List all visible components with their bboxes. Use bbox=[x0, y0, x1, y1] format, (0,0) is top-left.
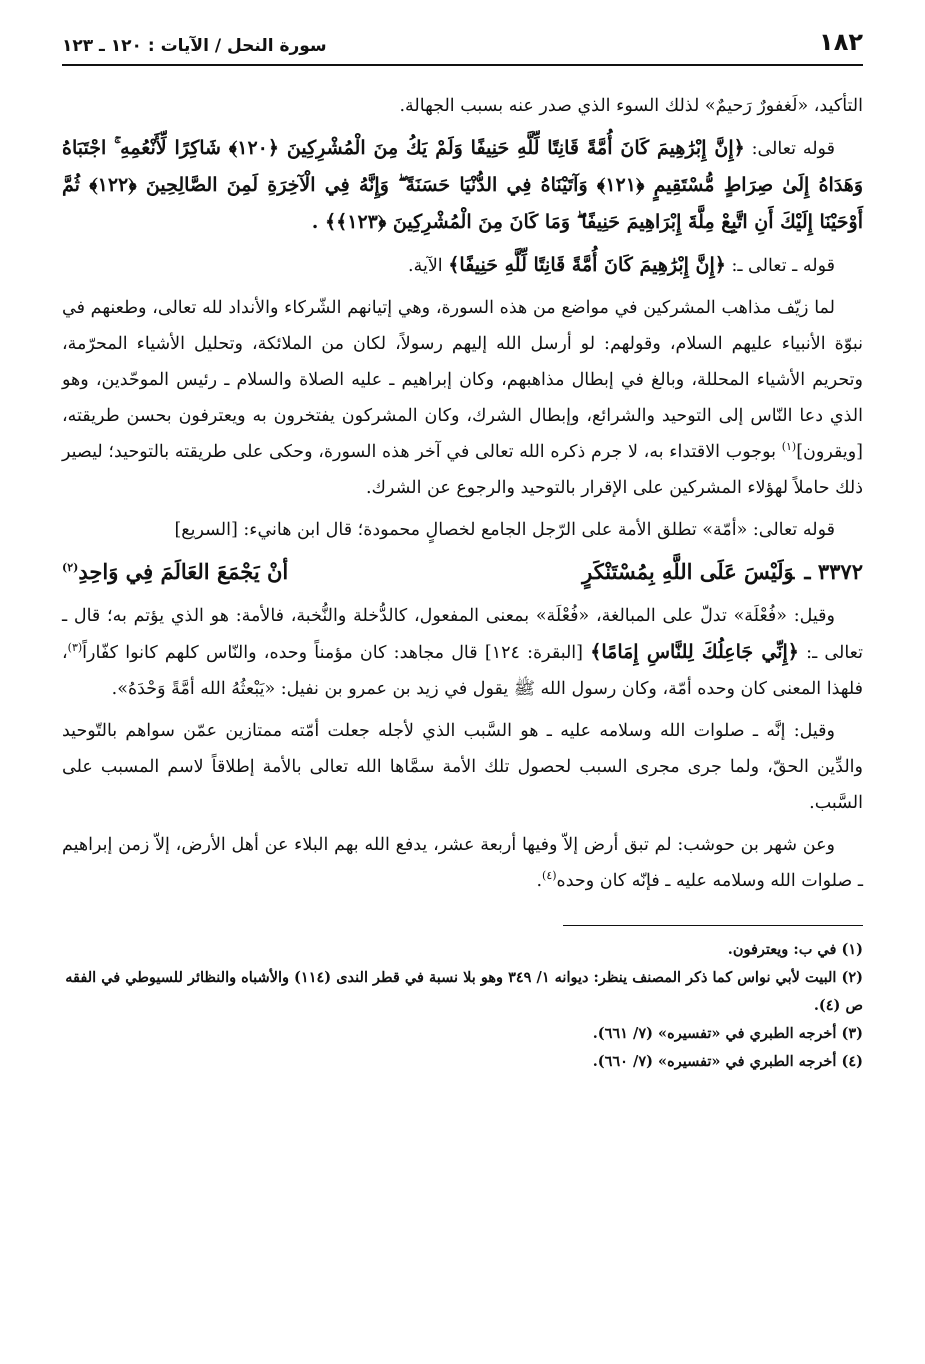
poem-second-hemistich bbox=[62, 554, 288, 590]
running-header bbox=[62, 28, 863, 66]
shahr-text-a: وعن شهر بن حوشب: لم تبق أرض إلاّ وفيها أربعة عشر، يدفع الله بهم البلاء عن أهل الأرض، إلاّ زمن إبراهيم ـ صلوات الله وسلامه عليه ـ فإنّه كان وحده bbox=[62, 835, 863, 891]
footnote-separator bbox=[563, 925, 863, 926]
paragraph-shahr bbox=[62, 827, 863, 899]
poem-first-text: وَلَيْسَ عَلَى اللَّهِ بِمُسْتَنْكَرٍ bbox=[582, 559, 795, 584]
poem-first-hemistich bbox=[582, 554, 863, 590]
footnote-1: (١) في ب: ويعترفون. bbox=[727, 941, 863, 958]
footnote-ref-2: (٢) bbox=[62, 561, 79, 574]
footnote-2: (٢) البيت لأبي نواس كما ذكر المصنف ينظر: ديوانه ١/ ٣٤٩ وهو بلا نسبة في قطر الندى (١١٤) والأشباه والنظائر للسيوطي في الفقه ص (٤). bbox=[65, 969, 863, 1014]
footnote-4: (٤) أخرجه الطبري في «تفسيره» (٧/ ٦٦٠). bbox=[592, 1053, 863, 1070]
paragraph-verse-block bbox=[62, 130, 863, 241]
poem-second-text: أنْ يَجْمَعَ العَالَمَ فِي وَاحِدِ bbox=[78, 559, 289, 584]
main-text bbox=[62, 88, 863, 899]
fula-text-a: وقيل: «فُعْلَة» تدلّ على المبالغة، «فُعْلَة» بمعنى المفعول، كالدُّخلة والنُّخبة، فالأمة: هو الذي يؤتم به؛ قال ـ تعالى ـ: bbox=[62, 606, 863, 663]
verse-intro: قوله تعالى: bbox=[751, 139, 835, 159]
verse-ref-tail: الآية. bbox=[408, 256, 443, 276]
footnote-3: (٣) أخرجه الطبري في «تفسيره» (٧/ ٦٦١). bbox=[592, 1025, 863, 1042]
footnote-ref-4: (٤) bbox=[542, 869, 557, 883]
poem-number: ٣٣٧٢ ـ bbox=[804, 559, 863, 584]
footnote-ref-1: (١) bbox=[781, 440, 797, 454]
shahr-text-b: . bbox=[536, 871, 543, 891]
paragraph-umma: قوله تعالى: «أمّة» تطلق الأمة على الرّجل الجامع لخصالٍ محمودة؛ قال ابن هانيء: [السريع] bbox=[174, 520, 835, 540]
quran-verse-120: ﴿إِنَّ إِبْرَٰهِيمَ كَانَ أُمَّةً قَانِتًا لِّلَّهِ حَنِيفًا﴾ bbox=[448, 254, 726, 276]
paragraph-1: التأكيد، «لَغفورٌ رَحيمٌ» لذلك السوء الذي صدر عنه بسبب الجهالة. bbox=[399, 96, 863, 116]
verse-ref-intro: قوله ـ تعالى ـ: bbox=[731, 256, 835, 276]
paragraph-commentary bbox=[62, 290, 863, 506]
footnotes bbox=[62, 936, 863, 1076]
poem-verse bbox=[62, 554, 863, 590]
paragraph-fula bbox=[62, 598, 863, 707]
commentary-text-a: لما زيّف مذاهب المشركين في مواضع من هذه السورة، وهي إتيانهم الشّركاء والأنداد لله تعالى، وطعنهم في نبوّة الأنبياء عليهم السلام، وقولهم: لو أرسل الله إليهم رسولاً، لكان من الملائكة، وتحليل الأشياء المحرّمة، وتحريم الأشياء المحللة، وبالغ في إبطال مذاهبهم، وكان إبراهيم ـ عليه الصلاة والسلام ـ رئيس الموحّدين، وهو الذي دعا النّاس إلى التوحيد والشرائع، وإبطال الشرك، وكان المشركون يفتخرون به ويعترفون بحسن طريقته، [ويقرون] bbox=[62, 298, 863, 462]
fula-text-b: [البقرة: ١٢٤] قال مجاهد: كان مؤمناً وحده، والنّاس كلهم كانوا كفّاراً bbox=[82, 643, 591, 663]
quran-verse-baqara-124: ﴿إِنِّي جَاعِلُكَ لِلنَّاسِ إِمَامًا﴾ bbox=[590, 641, 799, 663]
fula-text-c: ، فلهذا المعنى كان وحده أمّة، وكان رسول الله ﷺ يقول في زيد بن عمرو بن نفيل: «يَبْعثُهُ الله أمَّةً وَحْدَهُ». bbox=[62, 643, 863, 699]
page-number: ١٨٢ bbox=[819, 28, 863, 56]
paragraph-cause: وقيل: إنَّه ـ صلوات الله وسلامه عليه ـ هو السَّبب الذي لأجله جعلت أمّته ممتازين عمّن سواهم بالتّوحيد والدِّين الحقّ، ولما جرى مجرى السبب لحصول تلك الأمة سمَّاها الله تعالى بالأمة إطلاقاً لاسم المسبب على السَّبب. bbox=[62, 721, 863, 813]
book-page bbox=[62, 28, 863, 1076]
paragraph-verse-ref bbox=[62, 247, 863, 284]
commentary-text-b: بوجوب الاقتداء به، لا جرم ذكره الله تعالى في آخر هذه السورة، وحكى على طريقته بالتوحيد؛ ليصير ذلك حاملاً لهؤلاء المشركين على الإقرار بالتوحيد والرجوع عن الشرك. bbox=[62, 442, 863, 498]
quran-verses-120-123: ﴿إِنَّ إِبْرَٰهِيمَ كَانَ أُمَّةً قَانِتًا لِّلَّهِ حَنِيفًا وَلَمْ يَكُ مِنَ الْمُشْرِكِينَ ﴿١٢٠﴾ شَاكِرًا لِّأَنْعُمِهِ ۚ اجْتَبَاهُ وَهَدَاهُ إِلَىٰ صِرَاطٍ مُّسْتَقِيمٍ ﴿١٢١﴾ وَآتَيْنَاهُ فِي الدُّنْيَا حَسَنَةً ۖ وَإِنَّهُ فِي الْآخِرَةِ لَمِنَ الصَّالِحِينَ ﴿١٢٢﴾ ثُمَّ أَوْحَيْنَا إِلَيْكَ أَنِ اتَّبِعْ مِلَّةَ إِبْرَاهِيمَ حَنِيفًا ۖ وَمَا كَانَ مِنَ الْمُشْرِكِينَ ﴿١٢٣﴾﴾ . bbox=[62, 137, 863, 233]
footnote-ref-3: (٣) bbox=[67, 641, 83, 655]
header-title: سورة النحل / الآيات : ١٢٠ ـ ١٢٣ bbox=[62, 36, 327, 56]
